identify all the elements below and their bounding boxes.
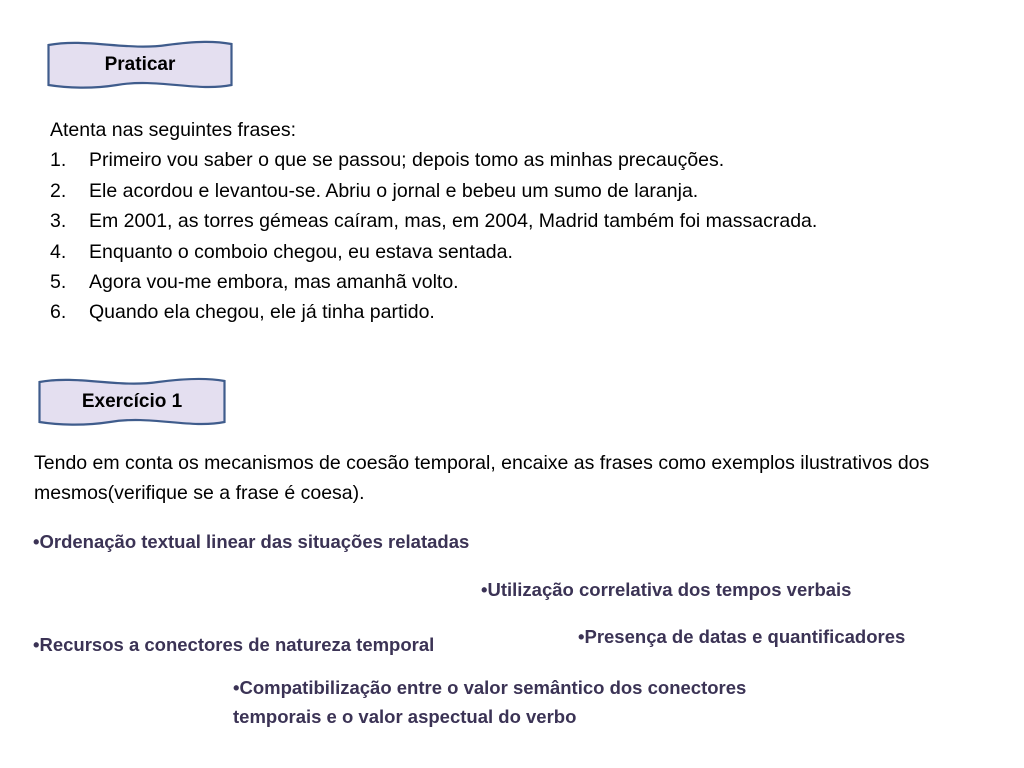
list-item	[50, 297, 990, 327]
list-item-text: Ele acordou e levantou-se. Abriu o jornal e bebeu um sumo de laranja.	[89, 179, 699, 202]
exercise-label: Exercício 1	[81, 391, 183, 412]
bullet: •	[33, 531, 40, 552]
bullet: •	[578, 626, 585, 647]
mechanism-recursos	[33, 630, 553, 659]
task-text: Tendo em conta os mecanismos de coesão temporal, encaixe as frases como exemplos ilustrativos dos mesmos(verifique se a frase é coesa).	[34, 452, 930, 504]
list-item-number: 3.	[50, 210, 67, 233]
mechanism-ordenacao	[33, 527, 493, 556]
list-item-text: Em 2001, as torres gémeas caíram, mas, em 2004, Madrid também foi massacrada.	[89, 210, 818, 233]
intro-section	[50, 115, 990, 328]
mechanism-text: Compatibilização entre o valor semântico dos conectores temporais e o valor aspectual do verbo	[233, 677, 747, 727]
list-item-number: 1.	[50, 149, 67, 172]
list-item-number: 2.	[50, 179, 67, 202]
list-item	[50, 145, 990, 175]
mechanism-text: Recursos a conectores de natureza temporal	[39, 634, 435, 655]
list-item	[50, 206, 869, 236]
list-item	[50, 237, 990, 267]
bullet: •	[33, 634, 40, 655]
mechanism-text: Ordenação textual linear das situações relatadas	[39, 531, 470, 552]
list-item-number: 4.	[50, 240, 67, 263]
exercise-banner	[38, 377, 226, 427]
list-item-text: Quando ela chegou, ele já tinha partido.	[89, 301, 435, 324]
list-item-text: Agora vou-me embora, mas amanhã volto.	[89, 271, 459, 294]
mechanism-presenca	[578, 622, 1018, 651]
list-item	[50, 267, 990, 297]
list-item-text: Primeiro vou saber o que se passou; depois tomo as minhas precauções.	[89, 149, 725, 172]
mechanism-text: Utilização correlativa dos tempos verbais	[487, 579, 852, 600]
list-item	[50, 176, 990, 206]
intro-lead: Atenta nas seguintes frases:	[50, 119, 297, 141]
mechanism-utilizacao	[481, 575, 1001, 604]
list-item-text: Enquanto o comboio chegou, eu estava sentada.	[89, 240, 513, 263]
task-instructions	[34, 448, 994, 508]
list-item-number: 6.	[50, 301, 67, 324]
sentence-list	[50, 145, 990, 327]
mechanism-compatibilizacao	[233, 673, 793, 731]
list-item-number: 5.	[50, 271, 67, 294]
bullet: •	[233, 677, 240, 698]
bullet: •	[481, 579, 488, 600]
praticar-label: Praticar	[104, 54, 176, 75]
praticar-banner	[47, 40, 233, 90]
mechanism-text: Presença de datas e quantificadores	[584, 626, 906, 647]
